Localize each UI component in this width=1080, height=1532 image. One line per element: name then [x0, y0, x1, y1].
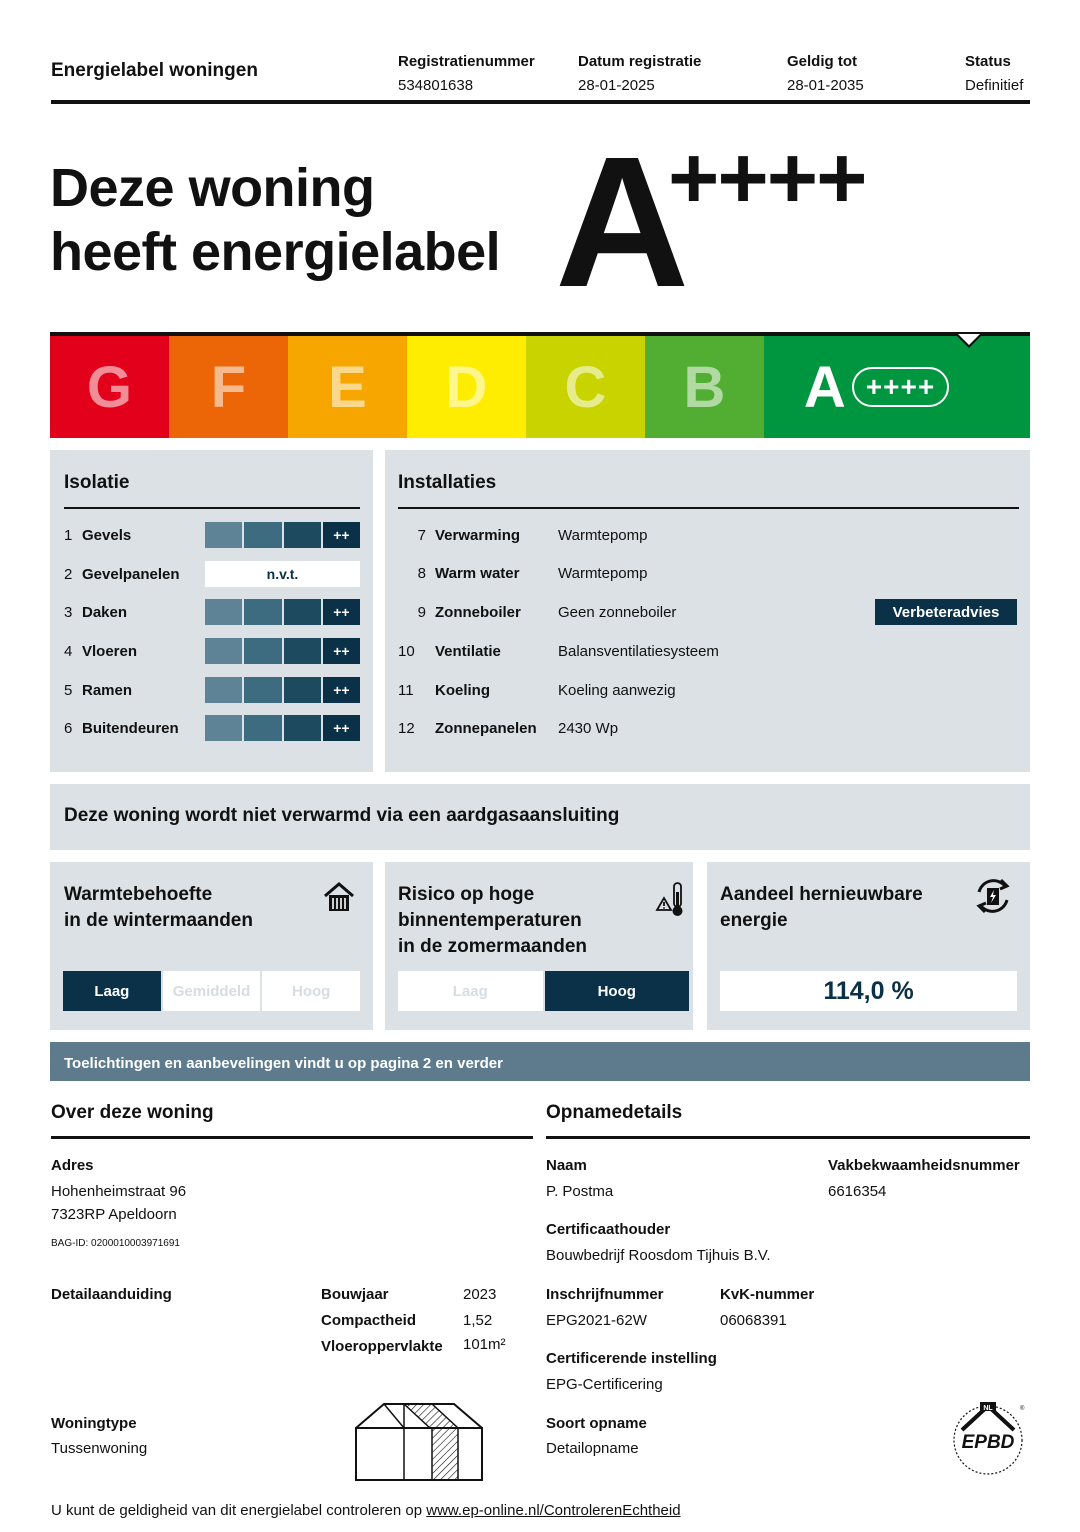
option-laag: Laag [398, 971, 545, 1011]
installaties-divider [398, 507, 1019, 509]
warmtebehoefte-title [64, 882, 253, 934]
adres-line-1: Hohenheimstraat 96 [51, 1183, 187, 1200]
header-divider [51, 100, 1030, 104]
installaties-title: Installaties [398, 472, 497, 493]
hernieuwbaar-title [720, 882, 923, 934]
isolatie-rating-bar-buitendeuren [205, 715, 360, 741]
scale-letter-e: E [328, 354, 367, 420]
rating-value: ++ [323, 638, 360, 664]
warmtebehoefte-scale [63, 971, 360, 1011]
toelichting-band: Toelichtingen en aanbevelingen vindt u op pagina 2 en verder [50, 1042, 1030, 1081]
vloer-label: Vloeroppervlakte [321, 1338, 443, 1355]
woningtype-label: Woningtype [51, 1415, 137, 1432]
terraced-house-illustration [352, 1398, 486, 1489]
rating-value: ++ [323, 677, 360, 703]
rating-value: ++ [323, 522, 360, 548]
row-number: 2 [64, 565, 73, 583]
adres-line-2: 7323RP Apeldoorn [51, 1206, 177, 1223]
opname-section-divider [546, 1136, 1030, 1139]
isolatie-rating-bar-gevels [205, 522, 360, 548]
scale-letter-f: F [210, 354, 247, 420]
scale-marker-notch [958, 334, 980, 345]
hernieuwbaar-panel [707, 862, 1030, 1030]
installatie-row [398, 676, 676, 704]
scale-letter-a: A [803, 354, 846, 420]
risico-panel [385, 862, 693, 1030]
thermometer-warning-icon [655, 880, 687, 923]
row-name: Verwarming [435, 526, 521, 544]
scale-letter-d: D [445, 354, 488, 420]
title-line: in de zomermaanden [398, 936, 587, 957]
title-line: binnentemperaturen [398, 910, 582, 931]
geldig-label: Geldig tot [787, 53, 857, 70]
instelling-label: Certificerende instelling [546, 1350, 717, 1367]
geldig-value: 28-01-2035 [787, 77, 864, 94]
house-heating-icon [322, 880, 356, 919]
status-label: Status [965, 53, 1011, 70]
registratienummer-block [398, 50, 535, 98]
row-name: Gevels [82, 526, 132, 544]
option-gemiddeld: Gemiddeld [163, 971, 263, 1011]
scale-segment-f [169, 336, 288, 438]
registratienummer-label: Registratienummer [398, 53, 535, 70]
row-name: Ventilatie [435, 642, 501, 660]
scale-letter-b: B [683, 354, 726, 420]
bag-id: BAG-ID: 0200010003971691 [51, 1238, 180, 1249]
document-title: Energielabel woningen [51, 60, 258, 81]
houder-value: Bouwbedrijf Roosdom Tijhuis B.V. [546, 1247, 771, 1264]
rating-value: ++ [323, 599, 360, 625]
svg-text:NL: NL [983, 1405, 993, 1412]
epbd-logo [944, 1398, 1030, 1485]
naam-label: Naam [546, 1157, 587, 1174]
row-number: 3 [64, 603, 73, 621]
status-block [965, 50, 1023, 98]
isolatie-rating-bar-gevelpanelen: n.v.t. [205, 561, 360, 587]
row-number: 5 [64, 681, 73, 699]
datum-label: Datum registratie [578, 53, 702, 70]
scale-letter-g: G [86, 354, 133, 420]
row-number: 12 [398, 719, 415, 737]
status-value: Definitief [965, 77, 1024, 94]
row-number: 6 [64, 719, 73, 737]
row-name: Ramen [82, 681, 133, 699]
scale-segment-b [645, 336, 764, 438]
title-line: Aandeel hernieuwbare [720, 884, 923, 905]
vakbekwaam-value: 6616354 [828, 1183, 887, 1200]
row-value: Balansventilatiesysteem [558, 642, 719, 660]
hero-label-letter: A [555, 119, 690, 326]
hero-label-plus: ++++ [668, 128, 866, 227]
woning-section-title: Over deze woning [51, 1102, 214, 1123]
inschrijf-value: EPG2021-62W [546, 1312, 647, 1329]
isolatie-divider [64, 507, 360, 509]
scale-segment-c [526, 336, 645, 438]
naam-value: P. Postma [546, 1183, 614, 1200]
installatie-row [398, 637, 719, 665]
row-value: Warmtepomp [558, 526, 648, 544]
isolatie-title: Isolatie [64, 472, 130, 493]
woning-section-divider [51, 1136, 533, 1139]
installatie-row [398, 521, 647, 549]
inschrijf-label: Inschrijfnummer [546, 1286, 664, 1303]
houder-label: Certificaathouder [546, 1221, 671, 1238]
row-number: 9 [417, 603, 426, 621]
registratienummer-value: 534801638 [398, 77, 474, 94]
scale-letter-c: C [564, 354, 607, 420]
renewable-energy-icon [971, 874, 1015, 923]
soort-label: Soort opname [546, 1415, 647, 1432]
option-hoog: Hoog [262, 971, 360, 1011]
scale-segment-g [50, 336, 169, 438]
row-name: Gevelpanelen [82, 565, 180, 583]
gas-notice-panel [50, 784, 1030, 850]
kvk-label: KvK-nummer [720, 1286, 815, 1303]
instelling-value: EPG-Certificering [546, 1376, 663, 1393]
footer-note [51, 1499, 681, 1523]
rating-value: ++ [323, 715, 360, 741]
detail-label: Detailaanduiding [51, 1286, 172, 1303]
datum-block [578, 50, 701, 98]
scale-segment-e [288, 336, 407, 438]
svg-text:®: ® [1020, 1406, 1025, 1412]
warmtebehoefte-panel [50, 862, 373, 1030]
option-hoog: Hoog [545, 971, 690, 1011]
gas-notice-text: Deze woning wordt niet verwarmd via een aardgasaansluiting [64, 805, 620, 826]
row-name: Warm water [435, 564, 520, 582]
title-line: Warmtebehoefte [64, 884, 213, 905]
title-line: Risico op hoge [398, 884, 535, 905]
title-line: in de wintermaanden [64, 910, 253, 931]
row-value: Warmtepomp [558, 564, 648, 582]
row-number: 7 [417, 526, 426, 544]
scale-segment-d [407, 336, 526, 438]
verbeteradvies-button[interactable]: Verbeteradvies [875, 599, 1017, 625]
hero-line-1: Deze woning [50, 158, 375, 218]
risico-title [398, 882, 587, 960]
row-value: 2430 Wp [558, 719, 619, 737]
row-number: 4 [64, 642, 73, 660]
title-line: energie [720, 910, 788, 931]
row-name: Vloeren [82, 642, 138, 660]
opname-section-title: Opnamedetails [546, 1102, 683, 1123]
bouwjaar-label: Bouwjaar [321, 1286, 389, 1303]
option-laag: Laag [63, 971, 163, 1011]
hernieuwbaar-value: 114,0 % [720, 971, 1017, 1011]
scale-segment-a-active [764, 336, 1030, 438]
energy-label-scale [50, 332, 1030, 438]
row-number: 10 [398, 642, 415, 660]
hero-line-2: heeft energielabel [50, 222, 501, 282]
geldig-block [787, 50, 864, 98]
soort-value: Detailopname [546, 1440, 639, 1457]
datum-value: 28-01-2025 [578, 77, 655, 94]
kvk-value: 06068391 [720, 1312, 787, 1329]
row-name: Koeling [435, 681, 490, 699]
row-number: 8 [417, 564, 426, 582]
installatie-row [398, 598, 676, 626]
woningtype-value: Tussenwoning [51, 1440, 148, 1457]
compactheid-value: 1,52 [463, 1312, 493, 1329]
isolatie-rating-bar-daken [205, 599, 360, 625]
hero-heading [50, 156, 500, 284]
row-number: 1 [64, 526, 73, 544]
vloer-value: 101m² [463, 1336, 506, 1353]
risico-scale [398, 971, 689, 1011]
row-value: Koeling aanwezig [558, 681, 676, 699]
scale-plus-pill: ++++ [852, 367, 949, 407]
row-name: Zonneboiler [435, 603, 521, 621]
row-name: Daken [82, 603, 128, 621]
svg-text:EPBD: EPBD [961, 1432, 1015, 1453]
compactheid-label: Compactheid [321, 1312, 417, 1329]
row-name: Zonnepanelen [435, 719, 537, 737]
installatie-row [398, 714, 618, 742]
installatie-row [398, 559, 647, 587]
ep-online-link[interactable]: www.ep-online.nl/ControlerenEchtheid [426, 1502, 681, 1519]
isolatie-rating-bar-vloeren [205, 638, 360, 664]
row-value: Geen zonneboiler [558, 603, 677, 621]
row-name: Buitendeuren [82, 719, 179, 737]
footer-text: U kunt de geldigheid van dit energielabel controleren op [51, 1502, 427, 1519]
bouwjaar-value: 2023 [463, 1286, 497, 1303]
row-number: 11 [398, 681, 414, 699]
isolatie-rating-bar-ramen [205, 677, 360, 703]
adres-label: Adres [51, 1157, 94, 1174]
vakbekwaam-label: Vakbekwaamheidsnummer [828, 1157, 1020, 1174]
